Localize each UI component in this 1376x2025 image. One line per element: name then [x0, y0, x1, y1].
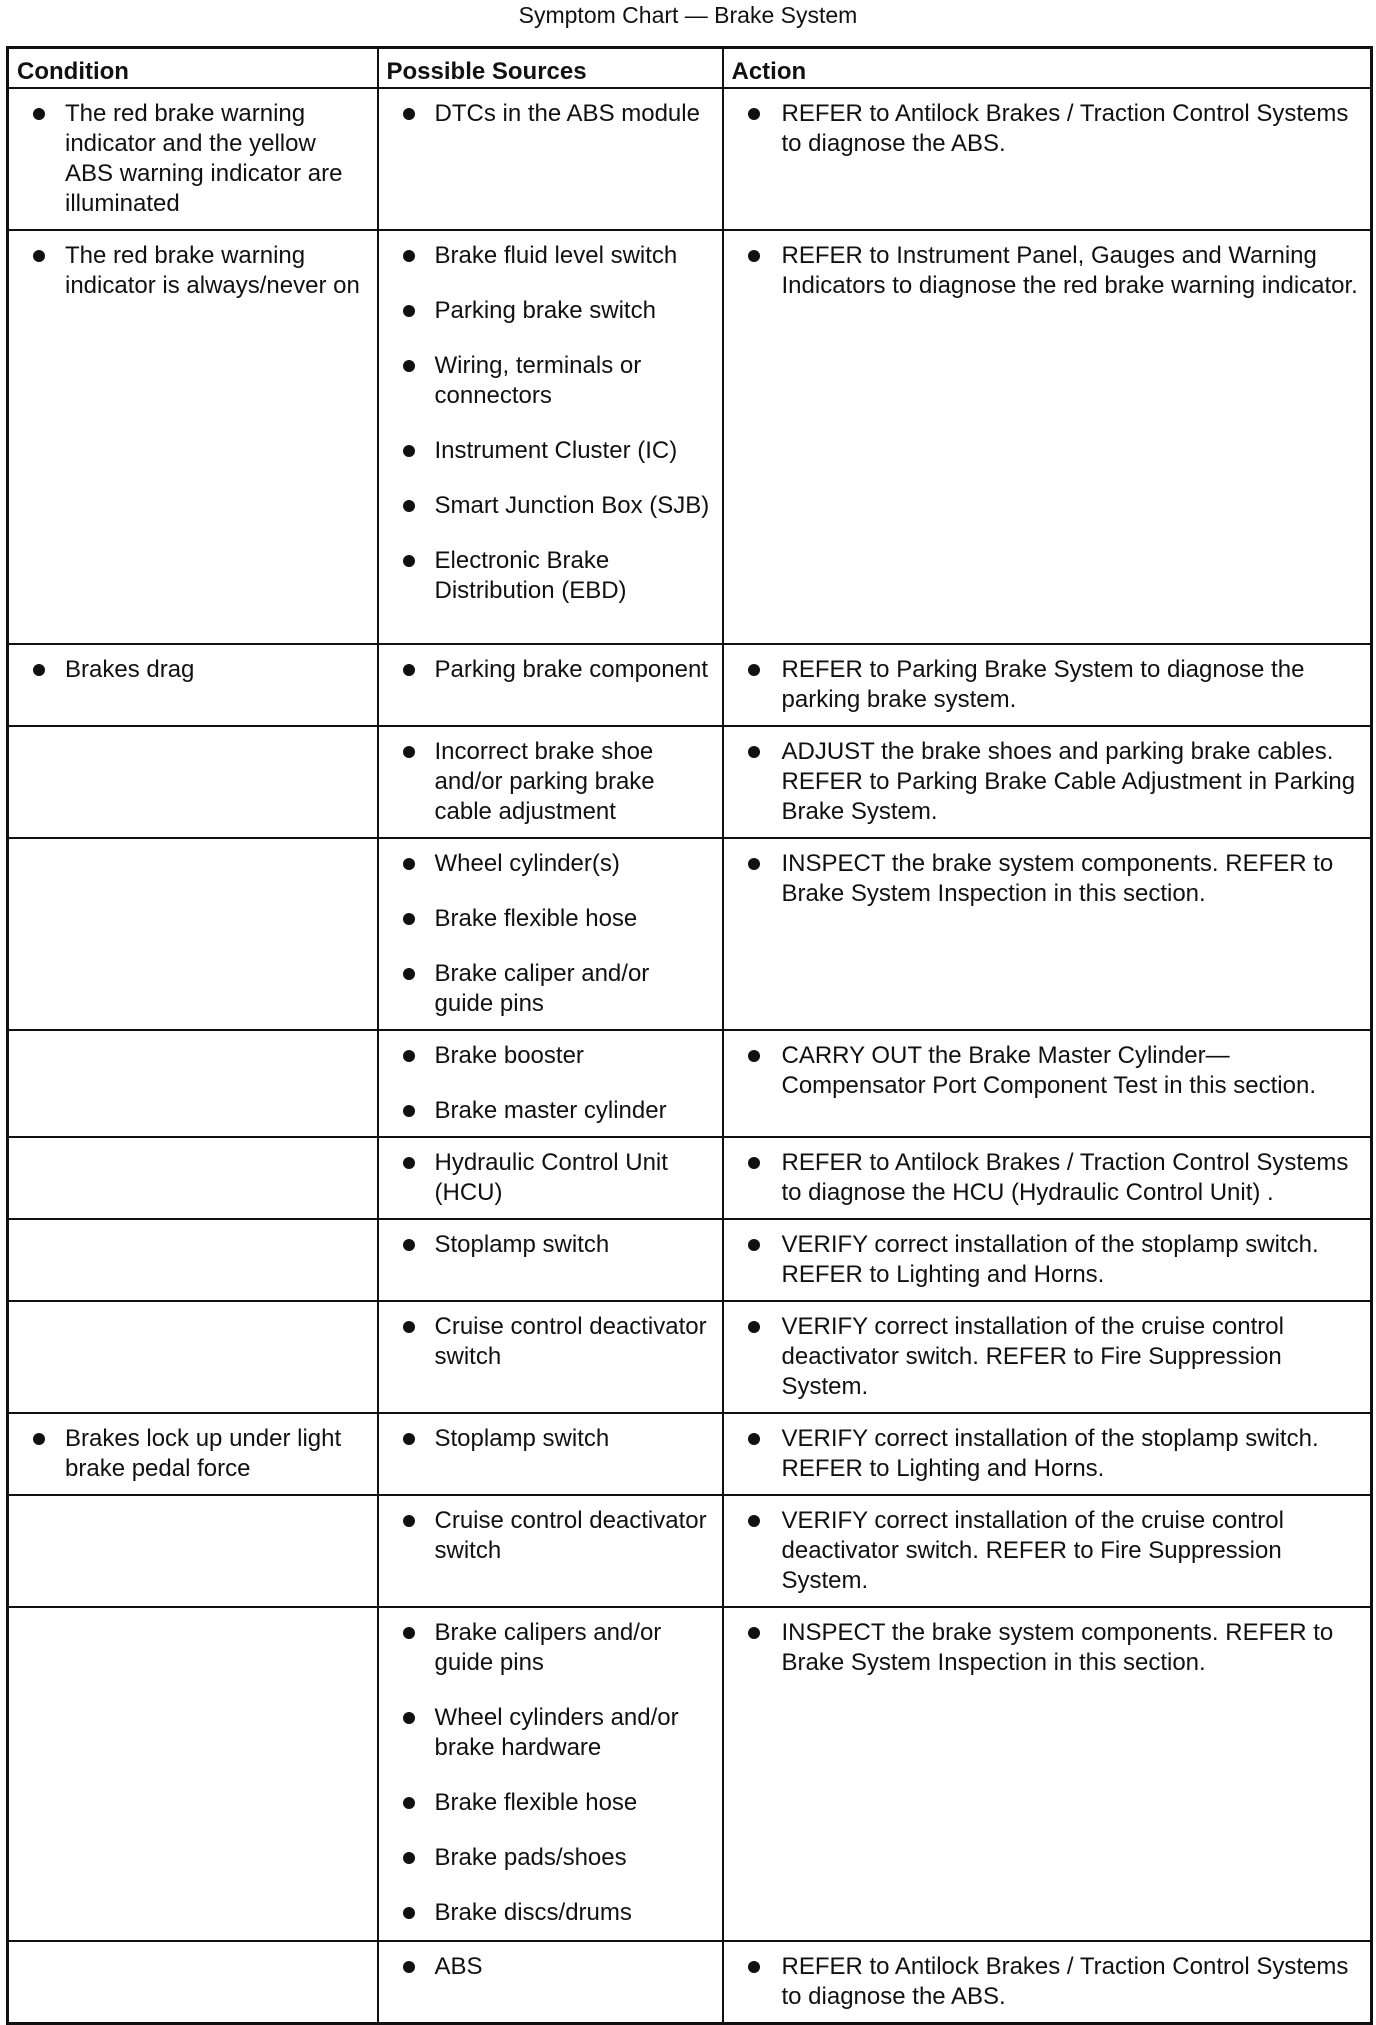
bullet-icon [403, 1105, 415, 1117]
bullet-icon [403, 1627, 415, 1639]
source-item [379, 241, 710, 271]
bullet-icon [403, 305, 415, 317]
condition-cell [8, 1495, 378, 1607]
source-item [379, 1096, 710, 1126]
condition-cell [8, 644, 378, 726]
bullet-icon [403, 968, 415, 980]
source-item [379, 1898, 710, 1928]
bullet-icon [33, 250, 45, 262]
source-text: Stoplamp switch [434, 1230, 610, 1258]
source-item [379, 1312, 710, 1372]
bullet-icon [403, 1515, 415, 1527]
action-cell [723, 1219, 1372, 1301]
condition-cell [8, 1941, 378, 2024]
table-row [8, 726, 1372, 838]
action-item [724, 1424, 1359, 1484]
column-header-possible-sources: Possible Sources [378, 48, 723, 88]
action-item [724, 1312, 1359, 1402]
column-header-condition: Condition [8, 48, 378, 88]
table-row [8, 1219, 1372, 1301]
sources-cell [378, 1413, 723, 1495]
sources-cell [378, 838, 723, 1030]
chart-body [8, 88, 1372, 2024]
bullet-icon [748, 1050, 760, 1062]
bullet-icon [403, 500, 415, 512]
action-cell [723, 1607, 1372, 1941]
sources-cell [378, 1137, 723, 1219]
condition-text: Brakes drag [65, 655, 195, 683]
action-item [724, 1506, 1359, 1596]
action-cell [723, 230, 1372, 644]
bullet-icon [403, 1712, 415, 1724]
bullet-icon [748, 858, 760, 870]
action-text: REFER to Parking Brake System to diagnose the parking brake system. [781, 655, 1305, 713]
source-text: Parking brake switch [434, 296, 656, 324]
action-cell [723, 644, 1372, 726]
source-text: Instrument Cluster (IC) [434, 436, 678, 464]
bullet-icon [748, 1515, 760, 1527]
source-text: Brake booster [434, 1041, 584, 1069]
action-cell [723, 726, 1372, 838]
bullet-icon [403, 445, 415, 457]
action-text: REFER to Antilock Brakes / Traction Control Systems to diagnose the ABS. [781, 99, 1349, 157]
table-row [8, 1301, 1372, 1413]
source-item [379, 737, 710, 827]
bullet-icon [403, 1961, 415, 1973]
bullet-icon [403, 1239, 415, 1251]
action-text: VERIFY correct installation of the stoplamp switch. REFER to Lighting and Horns. [781, 1424, 1319, 1482]
source-item [379, 1230, 710, 1260]
action-cell [723, 1301, 1372, 1413]
action-item [724, 737, 1359, 827]
source-text: Brake pads/shoes [434, 1843, 627, 1871]
source-item [379, 655, 710, 685]
sources-cell [378, 88, 723, 230]
source-text: Brake discs/drums [434, 1898, 632, 1926]
action-text: VERIFY correct installation of the cruise control deactivator switch. REFER to Fire Suppression System. [781, 1312, 1284, 1400]
source-item [379, 351, 710, 411]
source-text: Brake flexible hose [434, 904, 638, 932]
source-text: Cruise control deactivator switch [434, 1506, 707, 1564]
bullet-icon [403, 664, 415, 676]
table-row [8, 1495, 1372, 1607]
source-text: DTCs in the ABS module [434, 99, 700, 127]
source-item [379, 1618, 710, 1678]
action-item [724, 655, 1359, 715]
action-cell [723, 1413, 1372, 1495]
source-text: Brake calipers and/or guide pins [434, 1618, 662, 1676]
sources-cell [378, 1030, 723, 1137]
action-cell [723, 838, 1372, 1030]
action-text: VERIFY correct installation of the cruise control deactivator switch. REFER to Fire Suppression System. [781, 1506, 1284, 1594]
sources-cell [378, 1495, 723, 1607]
action-item [724, 849, 1359, 909]
action-text: INSPECT the brake system components. REFER to Brake System Inspection in this section. [781, 849, 1334, 907]
source-item [379, 1148, 710, 1208]
condition-cell [8, 726, 378, 838]
table-row [8, 1413, 1372, 1495]
sources-cell [378, 644, 723, 726]
source-item [379, 546, 710, 606]
action-item [724, 1618, 1359, 1678]
bullet-icon [748, 108, 760, 120]
condition-cell [8, 838, 378, 1030]
action-text: CARRY OUT the Brake Master Cylinder—Compensator Port Component Test in this section. [781, 1041, 1316, 1099]
source-text: ABS [434, 1952, 483, 1980]
table-row [8, 1607, 1372, 1941]
action-cell [723, 88, 1372, 230]
source-item [379, 904, 710, 934]
action-text: REFER to Instrument Panel, Gauges and Warning Indicators to diagnose the red brake warning indicator. [781, 241, 1358, 299]
bullet-icon [748, 1961, 760, 1973]
condition-cell [8, 1607, 378, 1941]
source-item [379, 436, 710, 466]
bullet-icon [403, 250, 415, 262]
action-text: ADJUST the brake shoes and parking brake cables. REFER to Parking Brake Cable Adjustment in Parking Brake System. [781, 737, 1356, 825]
column-header-action: Action [723, 48, 1372, 88]
source-text: Cruise control deactivator switch [434, 1312, 707, 1370]
bullet-icon [403, 913, 415, 925]
source-item [379, 1788, 710, 1818]
source-text: Brake master cylinder [434, 1096, 667, 1124]
action-text: VERIFY correct installation of the stoplamp switch. REFER to Lighting and Horns. [781, 1230, 1319, 1288]
source-item [379, 1506, 710, 1566]
action-text: INSPECT the brake system components. REFER to Brake System Inspection in this section. [781, 1618, 1334, 1676]
condition-item [9, 655, 365, 685]
bullet-icon [403, 360, 415, 372]
bullet-icon [748, 746, 760, 758]
action-item [724, 99, 1359, 159]
table-row [8, 1137, 1372, 1219]
source-text: Smart Junction Box (SJB) [434, 491, 710, 519]
condition-cell [8, 1413, 378, 1495]
source-text: Wheel cylinders and/or brake hardware [434, 1703, 679, 1761]
bullet-icon [403, 1321, 415, 1333]
sources-cell [378, 230, 723, 644]
action-cell [723, 1495, 1372, 1607]
source-text: Brake caliper and/or guide pins [434, 959, 650, 1017]
header-row [8, 48, 1372, 88]
bullet-icon [403, 1050, 415, 1062]
source-text: Wheel cylinder(s) [434, 849, 620, 877]
source-item [379, 1703, 710, 1763]
sources-cell [378, 1607, 723, 1941]
bullet-icon [748, 1157, 760, 1169]
bullet-icon [403, 1433, 415, 1445]
condition-cell [8, 1301, 378, 1413]
table-row [8, 838, 1372, 1030]
source-text: Stoplamp switch [434, 1424, 610, 1452]
source-item [379, 491, 710, 521]
action-text: REFER to Antilock Brakes / Traction Control Systems to diagnose the HCU (Hydraulic Control Unit) . [781, 1148, 1349, 1206]
bullet-icon [403, 108, 415, 120]
table-row [8, 230, 1372, 644]
condition-cell [8, 230, 378, 644]
bullet-icon [748, 1239, 760, 1251]
bullet-icon [748, 1321, 760, 1333]
source-text: Wiring, terminals or connectors [434, 351, 642, 409]
bullet-icon [403, 1797, 415, 1809]
condition-item [9, 1424, 365, 1484]
bullet-icon [403, 1852, 415, 1864]
action-item [724, 241, 1359, 301]
source-text: Incorrect brake shoe and/or parking brake cable adjustment [434, 737, 655, 825]
action-item [724, 1230, 1359, 1290]
table-row [8, 644, 1372, 726]
source-item [379, 1424, 710, 1454]
bullet-icon [403, 858, 415, 870]
source-item [379, 1843, 710, 1873]
action-item [724, 1148, 1359, 1208]
condition-text: The red brake warning indicator is always/never on [65, 241, 360, 299]
action-cell [723, 1137, 1372, 1219]
condition-cell [8, 1030, 378, 1137]
bullet-icon [33, 1433, 45, 1445]
bullet-icon [748, 250, 760, 262]
chart-title: Symptom Chart — Brake System [518, 2, 858, 28]
source-item [379, 1041, 710, 1071]
bullet-icon [33, 664, 45, 676]
condition-cell [8, 88, 378, 230]
sources-cell [378, 1219, 723, 1301]
source-item [379, 1952, 710, 1982]
bullet-icon [403, 1907, 415, 1919]
action-item [724, 1041, 1359, 1101]
condition-item [9, 241, 365, 301]
sources-cell [378, 1301, 723, 1413]
source-text: Electronic Brake Distribution (EBD) [434, 546, 627, 604]
condition-text: Brakes lock up under light brake pedal force [65, 1424, 342, 1482]
bullet-icon [33, 108, 45, 120]
condition-text: The red brake warning indicator and the yellow ABS warning indicator are illuminated [65, 99, 343, 217]
table-row [8, 1941, 1372, 2024]
bullet-icon [748, 1433, 760, 1445]
source-item [379, 959, 710, 1019]
bullet-icon [748, 664, 760, 676]
bullet-icon [748, 1627, 760, 1639]
source-item [379, 99, 710, 129]
action-text: REFER to Antilock Brakes / Traction Control Systems to diagnose the ABS. [781, 1952, 1349, 2010]
action-item [724, 1952, 1359, 2012]
bullet-icon [403, 555, 415, 567]
symptom-chart-table [6, 46, 1373, 2025]
sources-cell [378, 1941, 723, 2024]
condition-cell [8, 1219, 378, 1301]
source-text: Hydraulic Control Unit (HCU) [434, 1148, 668, 1206]
bullet-icon [403, 746, 415, 758]
source-text: Brake fluid level switch [434, 241, 678, 269]
source-text: Brake flexible hose [434, 1788, 638, 1816]
condition-cell [8, 1137, 378, 1219]
bullet-icon [403, 1157, 415, 1169]
sources-cell [378, 726, 723, 838]
action-cell [723, 1030, 1372, 1137]
condition-item [9, 99, 365, 219]
table-row [8, 1030, 1372, 1137]
table-row [8, 88, 1372, 230]
source-item [379, 296, 710, 326]
source-item [379, 849, 710, 879]
source-text: Parking brake component [434, 655, 708, 683]
action-cell [723, 1941, 1372, 2024]
